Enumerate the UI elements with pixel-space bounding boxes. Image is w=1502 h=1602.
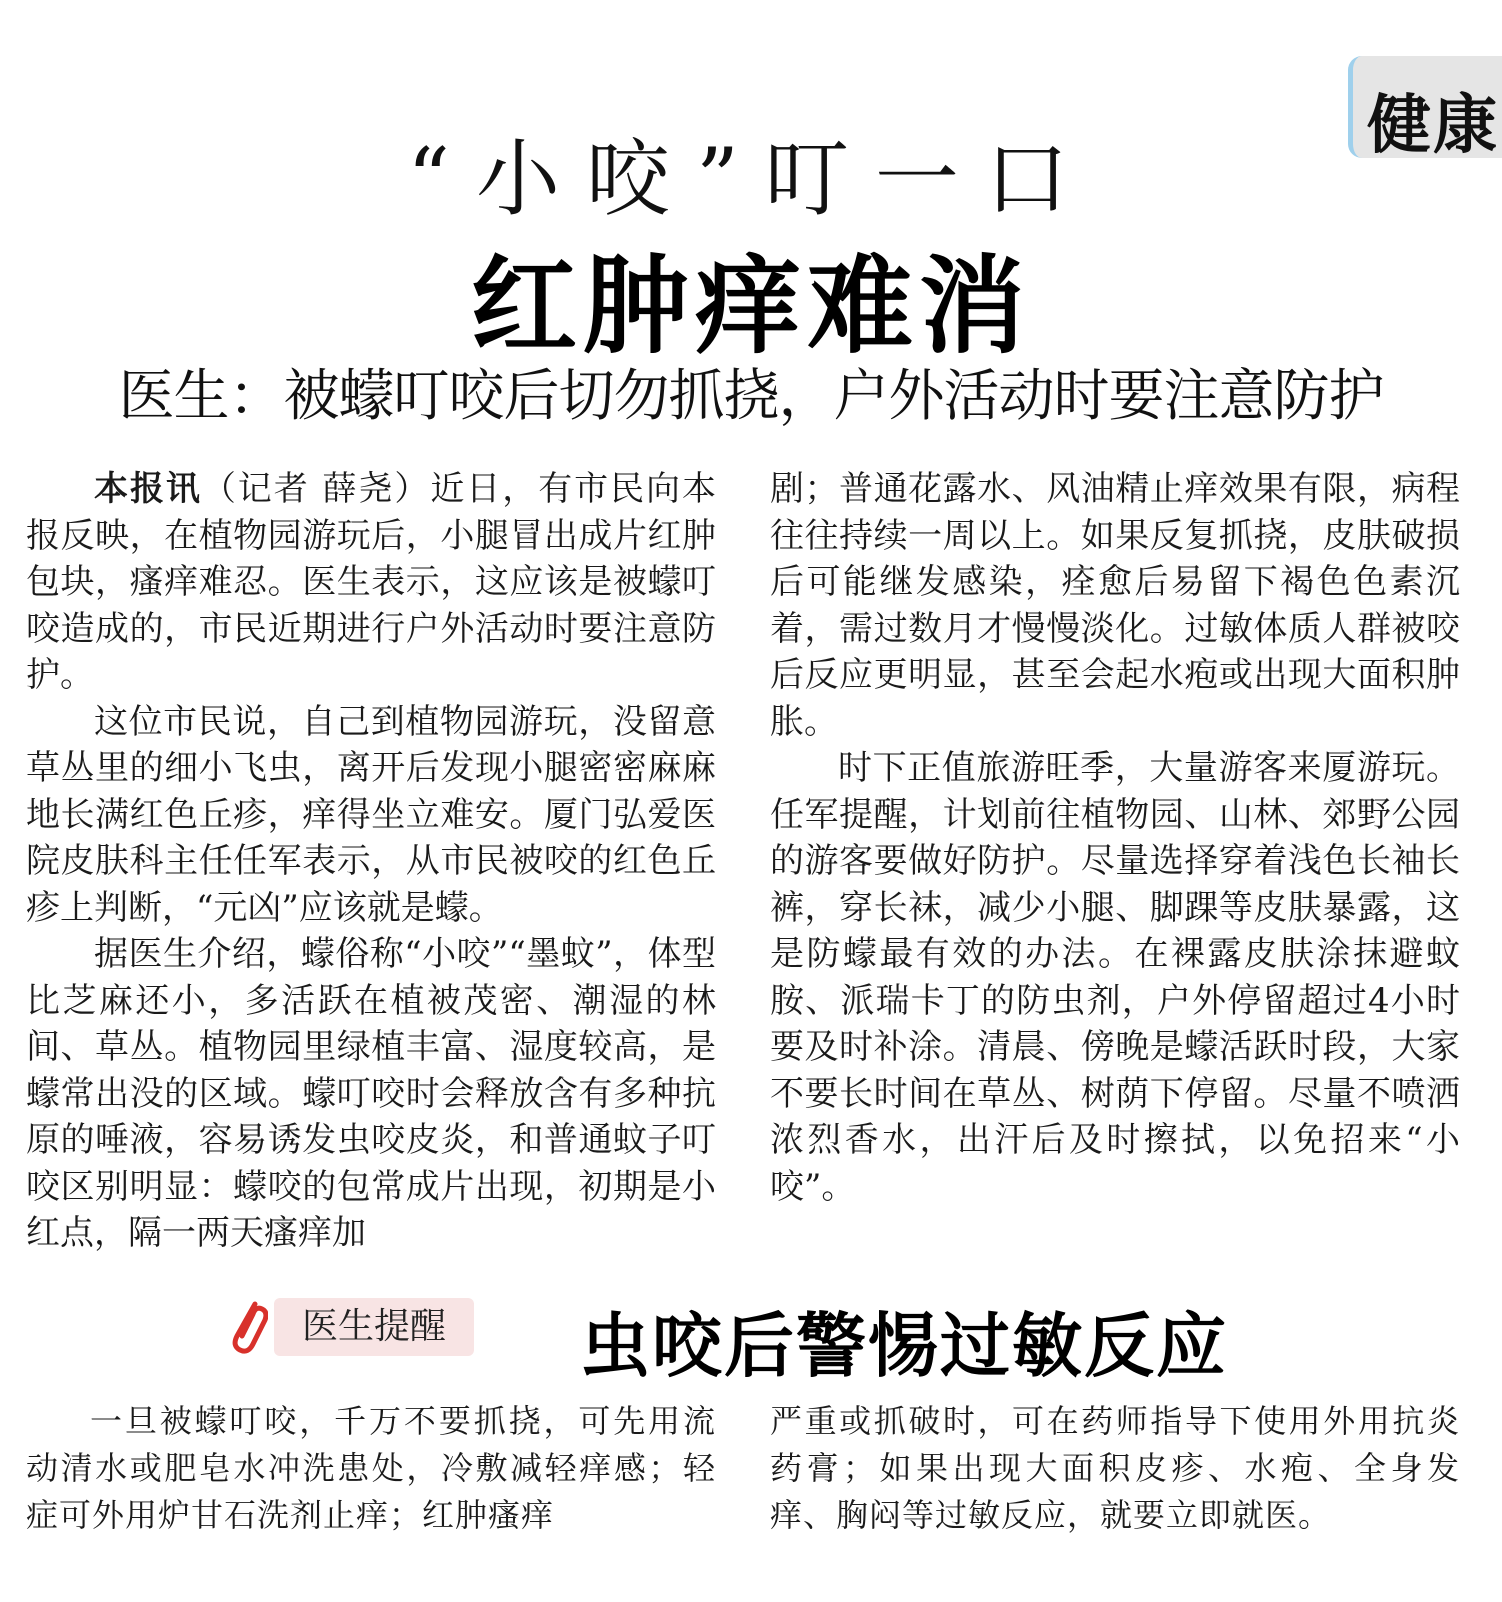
tip-label: 医生提醒 <box>274 1298 474 1356</box>
article-paragraph-3-part-2: 剧；普通花露水、风油精止痒效果有限，病程往往持续一周以上。如果反复抓挠，皮肤破损后可能继发感染，痊愈后易留下褐色色素沉着，需过数月才慢慢淡化。过敏体质人群被咬后反应更明显，甚至会起水疱或出现大面积肿胀。 <box>770 469 1460 742</box>
section-tag-label: 健康 <box>1367 89 1499 163</box>
article-lead: （记者 薛尧）近日，有市民向本报反映，在植物园游玩后，小腿冒出成片红肿包块，瘙痒难忍。医生表示，这应该是被蠓叮咬造成的，市民近期进行户外活动时要注意防护。 <box>26 469 716 695</box>
article-byline: 本报讯 <box>94 469 202 509</box>
tip-paragraph-part-2: 严重或抓破时，可在药师指导下使用外用抗炎药膏；如果出现大面积皮疹、水疱、全身发痒、胸闷等过敏反应，就要立即就医。 <box>770 1402 1460 1534</box>
article-paragraph-1 <box>26 466 716 699</box>
tip-paragraph-part-1: 一旦被蠓叮咬，千万不要抓挠，可先用流动清水或肥皂水冲洗患处，冷敷减轻痒感；轻症可外用炉甘石洗剂止痒；红肿瘙痒 <box>26 1402 716 1534</box>
article-kicker: “小咬”叮一口 <box>407 130 1095 228</box>
article-paragraph-4: 时下正值旅游旺季，大量游客来厦游玩。任军提醒，计划前往植物园、山林、郊野公园的游客要做好防护。尽量选择穿着浅色长袖长裤，穿长袜，减少小腿、脚踝等皮肤暴露，这是防蠓最有效的办法。在裸露皮肤涂抹避蚊胺、派瑞卡丁的防虫剂，户外停留超过4小时要及时补涂。清晨、傍晚是蠓活跃时段，大家不要长时间在草丛、树荫下停留。尽量不喷洒浓烈香水，出汗后及时擦拭，以免招来“小咬”。 <box>770 748 1460 1207</box>
tip-title: 虫咬后警惕过敏反应 <box>580 1305 1228 1387</box>
article-subhead: 医生：被蠓叮咬后切勿抓挠，户外活动时要注意防护 <box>118 364 1384 429</box>
article-column-right <box>770 466 1460 1210</box>
paperclip-icon <box>228 1296 268 1358</box>
article-paragraph-3-part-1: 据医生介绍，蠓俗称“小咬”“墨蚊”，体型比芝麻还小，多活跃在植被茂密、潮湿的林间、草丛。植物园里绿植丰富、湿度较高，是蠓常出没的区域。蠓叮咬时会释放含有多种抗原的唾液，容易诱发虫咬皮炎，和普通蚊子叮咬区别明显：蠓咬的包常成片出现，初期是小红点，隔一两天瘙痒加 <box>26 934 716 1253</box>
tip-column-right <box>770 1398 1460 1539</box>
tip-column-left <box>26 1398 716 1539</box>
article-column-left <box>26 466 716 1257</box>
article-paragraph-2: 这位市民说，自己到植物园游玩，没留意草丛里的细小飞虫，离开后发现小腿密密麻麻地长满红色丘疹，痒得坐立难安。厦门弘爱医院皮肤科主任任军表示，从市民被咬的红色丘疹上判断，“元凶”应该就是蠓。 <box>26 701 716 928</box>
article-headline: 红肿痒难消 <box>471 245 1031 368</box>
